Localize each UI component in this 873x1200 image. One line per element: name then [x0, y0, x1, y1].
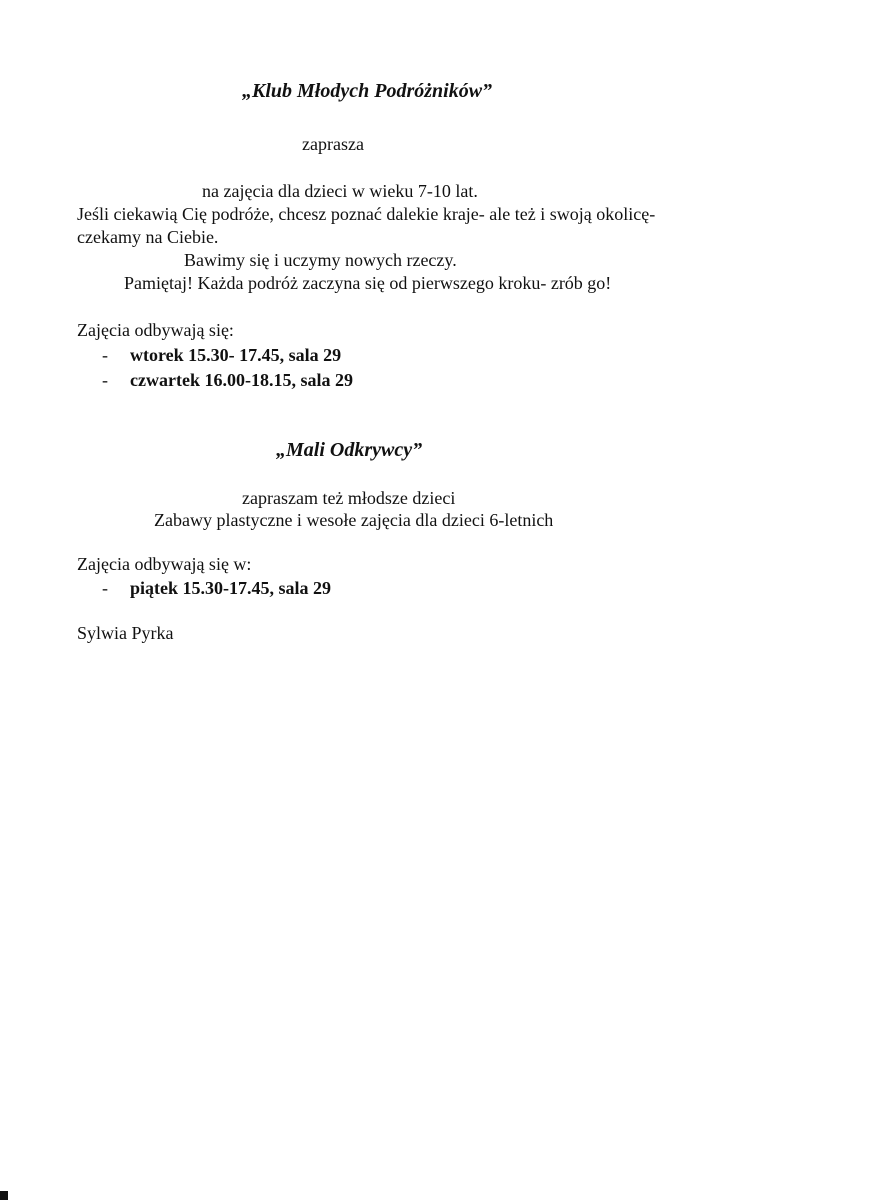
- club-title: „Klub Młodych Podróżników”: [242, 80, 493, 102]
- club-intro-line: Pamiętaj! Każda podróż zaczyna się od pierwszego kroku- zrób go!: [124, 273, 612, 293]
- scan-edge-mark: [0, 1191, 8, 1200]
- schedule-item-tuesday: wtorek 15.30- 17.45, sala 29: [130, 345, 342, 365]
- signature: Sylwia Pyrka: [77, 623, 174, 643]
- explorers-invite-line: zapraszam też młodsze dzieci: [242, 488, 456, 508]
- club-intro-line: Jeśli ciekawią Cię podróże, chcesz poznać dalekie kraje- ale też i swoją okolicę-: [77, 204, 656, 224]
- club-intro-line: czekamy na Ciebie.: [77, 227, 219, 247]
- club-schedule-heading: Zajęcia odbywają się:: [77, 320, 234, 340]
- schedule-dash: -: [102, 345, 108, 365]
- schedule-dash: -: [102, 578, 108, 598]
- schedule-item-thursday: czwartek 16.00-18.15, sala 29: [130, 370, 353, 390]
- club-intro-line: na zajęcia dla dzieci w wieku 7-10 lat.: [202, 181, 478, 201]
- club-invites-text: zaprasza: [302, 134, 364, 154]
- explorers-title: „Mali Odkrywcy”: [276, 439, 423, 461]
- explorers-invite-line: Zabawy plastyczne i wesołe zajęcia dla dzieci 6-letnich: [154, 510, 554, 530]
- club-intro-line: Bawimy się i uczymy nowych rzeczy.: [184, 250, 457, 270]
- schedule-item-friday: piątek 15.30-17.45, sala 29: [130, 578, 332, 598]
- schedule-dash: -: [102, 370, 108, 390]
- explorers-schedule-heading: Zajęcia odbywają się w:: [77, 554, 252, 574]
